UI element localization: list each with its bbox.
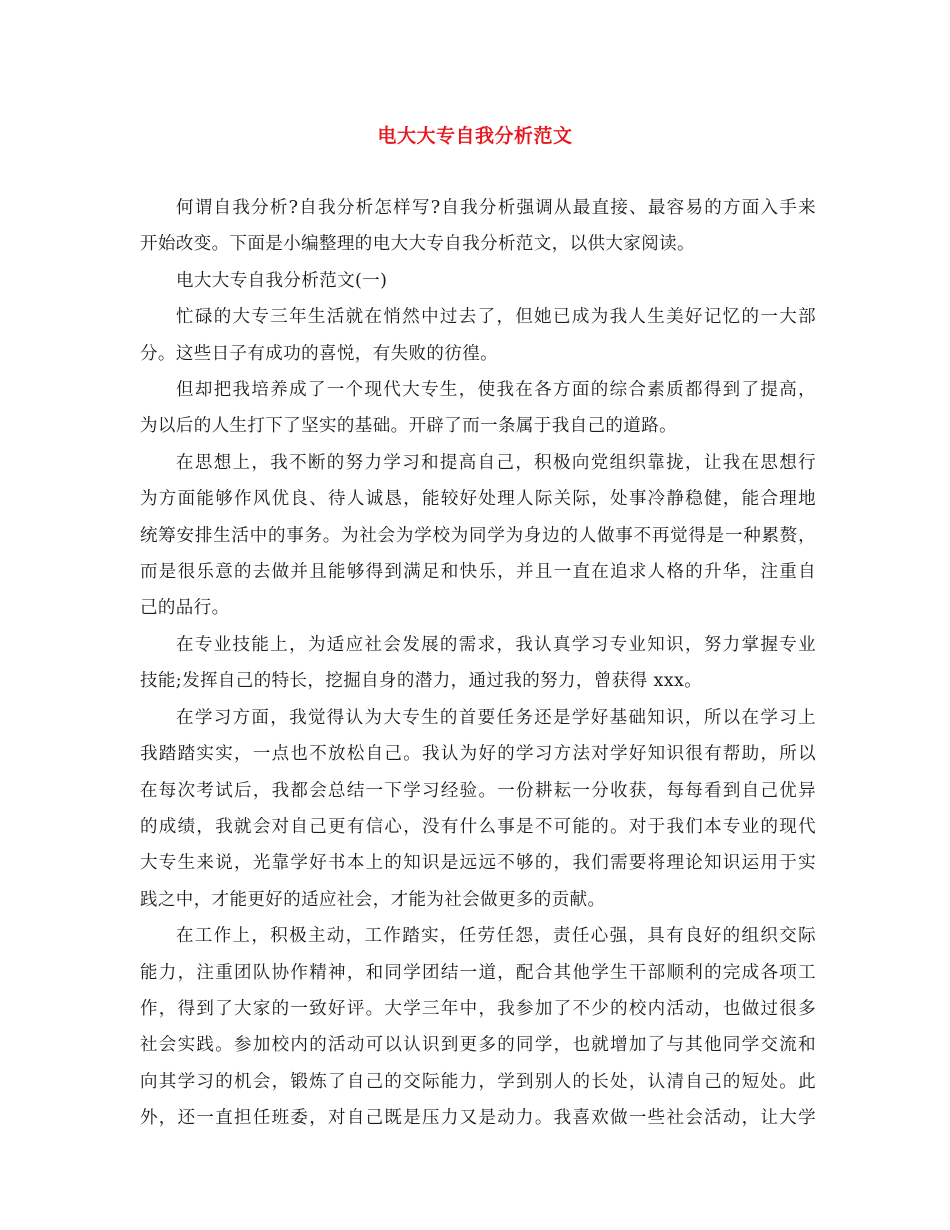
paragraph-line: 何谓自我分析?自我分析怎样写?自我分析强调从最直接、最容易的方面入手来 bbox=[176, 198, 816, 218]
paragraph-line: 能力，注重团队协作精神，和同学团结一道，配合其他学生干部顺利的完成各项工 bbox=[140, 962, 816, 983]
paragraph bbox=[140, 627, 816, 700]
paragraph bbox=[140, 190, 816, 263]
paragraph bbox=[140, 918, 816, 1136]
paragraph-line: 电大大专自我分析范文(一) bbox=[176, 270, 388, 291]
paragraph-line: 忙碌的大专三年生活就在悄然中过去了，但她已成为我人生美好记忆的一大部 bbox=[176, 307, 816, 328]
paragraph-line: 在每次考试后，我都会总结一下学习经验。一份耕耘一分收获，每每看到自己优异 bbox=[140, 780, 816, 801]
paragraph-line: 技能;发挥自己的特长，挖掘自身的潜力，通过我的努力，曾获得 xxx。 bbox=[140, 671, 703, 692]
paragraph-line: 分。这些日子有成功的喜悦，有失败的彷徨。 bbox=[140, 343, 498, 364]
paragraph-line: 己的品行。 bbox=[140, 598, 230, 619]
paragraph-line: 在思想上，我不断的努力学习和提高自己，积极向党组织靠拢，让我在思想行 bbox=[176, 452, 816, 473]
paragraph-line: 作，得到了大家的一致好评。大学三年中，我参加了不少的校内活动，也做过很多 bbox=[140, 998, 816, 1019]
paragraph-line: 向其学习的机会，锻炼了自己的交际能力，学到别人的长处，认清自己的短处。此 bbox=[140, 1071, 816, 1092]
paragraph-line: 我踏踏实实，一点也不放松自己。我认为好的学习方法对学好知识很有帮助，所以 bbox=[140, 744, 816, 765]
paragraph-line: 践之中，才能更好的适应社会，才能为社会做更多的贡献。 bbox=[140, 889, 606, 910]
paragraph bbox=[140, 372, 816, 445]
paragraph bbox=[140, 299, 816, 372]
paragraph-line: 为以后的人生打下了坚实的基础。开辟了而一条属于我自己的道路。 bbox=[140, 416, 677, 437]
paragraph-line: 社会实践。参加校内的活动可以认识到更多的同学，也就增加了与其他同学交流和 bbox=[140, 1035, 816, 1056]
paragraph-line: 开始改变。下面是小编整理的电大大专自我分析范文，以供大家阅读。 bbox=[140, 234, 695, 255]
paragraph-line: 在专业技能上，为适应社会发展的需求，我认真学习专业知识，努力掌握专业 bbox=[176, 634, 816, 655]
paragraph-line: 而是很乐意的去做并且能够得到满足和快乐，并且一直在追求人格的升华，注重自 bbox=[140, 562, 816, 583]
paragraph-line: 在学习方面，我觉得认为大专生的首要任务还是学好基础知识，所以在学习上 bbox=[176, 707, 816, 728]
paragraph bbox=[140, 700, 816, 918]
paragraph-line: 统筹安排生活中的事务。为社会为学校为同学为身边的人做事不再觉得是一种累赘， bbox=[140, 525, 816, 546]
paragraph-line: 大专生来说，光靠学好书本上的知识是远远不够的，我们需要将理论知识运用于实 bbox=[140, 853, 816, 874]
paragraph bbox=[140, 263, 816, 299]
paragraph-line: 外，还一直担任班委，对自己既是压力又是动力。我喜欢做一些社会活动，让大学 bbox=[140, 1108, 816, 1129]
document-title: 电大大专自我分析范文 bbox=[377, 125, 573, 147]
paragraph-line: 为方面能够作风优良、待人诚恳，能较好处理人际关际，处事冷静稳健，能合理地 bbox=[140, 489, 816, 510]
document-body bbox=[140, 190, 816, 1137]
paragraph-line: 在工作上，积极主动，工作踏实，任劳任怨，责任心强，具有良好的组织交际 bbox=[176, 926, 816, 947]
paragraph-line: 但却把我培养成了一个现代大专生，使我在各方面的综合素质都得到了提高， bbox=[176, 380, 816, 401]
paragraph bbox=[140, 445, 816, 627]
paragraph-line: 的成绩，我就会对自己更有信心，没有什么事是不可能的。对于我们本专业的现代 bbox=[140, 816, 816, 837]
